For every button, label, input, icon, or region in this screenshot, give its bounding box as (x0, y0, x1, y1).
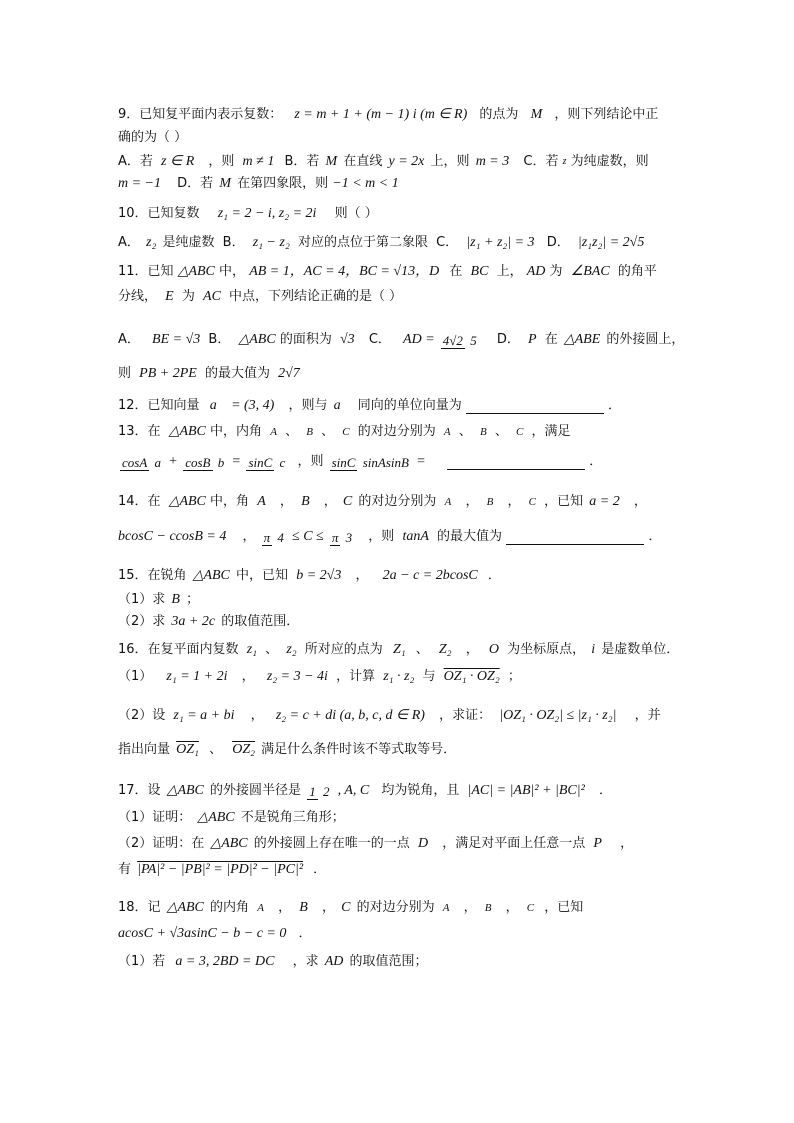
q14-B: B (301, 494, 310, 509)
q15-end: ． (487, 568, 501, 583)
q14-c: C (528, 496, 536, 508)
q15-mid: 中，已知 (236, 568, 289, 583)
q16-p1z2: z₂ = 3 − 4i (266, 669, 328, 684)
q12-end: ． (607, 398, 621, 413)
q13-text: 的对边分别为 (357, 424, 436, 439)
q14-sep6: ， (242, 529, 256, 544)
q15-p2expr: 3a + 2c (171, 614, 216, 629)
q13-f2n: cosB (185, 454, 211, 470)
q13-frac3 (246, 455, 287, 470)
q16-part2-line2 (118, 740, 456, 761)
q17-p2l2: 有 (118, 862, 132, 877)
q16-Z2: Z₂ (438, 642, 452, 657)
q14-aeq: a = 2 (589, 494, 620, 509)
q16-p1end: ； (507, 669, 521, 684)
q14-pi1d: 4 (277, 529, 284, 545)
q9-optD-M: M (219, 176, 231, 191)
q17-p2end: ． (313, 862, 327, 877)
q16-z2: z₂ (286, 642, 297, 657)
q9-optB-then: 上，则 (430, 154, 470, 169)
q17-p2comma: ， (620, 836, 634, 851)
q16-prefix: 16．在复平面内复数 (118, 642, 239, 657)
q9-optD-text: 在第四象限，则 (237, 176, 329, 191)
q11-optB-label: B． (208, 332, 231, 347)
q16-sep4: ， (241, 669, 255, 684)
q10-optC-expr: |z₁ + z₂| = 3 (466, 235, 535, 250)
q13-end: ． (589, 454, 603, 469)
q9-optB-label: B．若 (284, 154, 320, 169)
q14-answer-blank[interactable] (506, 530, 644, 545)
q17-p2text2: ，满足对平面上任意一点 (442, 836, 586, 851)
q11-E: E (165, 289, 174, 304)
q18-a: A (442, 902, 450, 914)
q11-prefix: 11．已知 (118, 264, 174, 279)
q9-optB-res: m = 3 (475, 154, 510, 169)
q17-p2tri: △ABC (210, 836, 248, 851)
q18-tri: △ABC (166, 900, 204, 915)
q9-line2 (118, 128, 187, 149)
q17-half-n: 1 (309, 783, 316, 799)
q17-end: ． (598, 783, 612, 798)
q11-optC-frac (441, 333, 479, 348)
q18-known: ，已知 (544, 900, 584, 915)
q9-tail: ，则下列结论中正 (554, 107, 659, 122)
q13-line2 (118, 446, 602, 479)
q17-half-d: 2 (322, 783, 330, 799)
q9-optC-z: z (562, 156, 567, 167)
q15-part1 (118, 590, 199, 611)
q16-p2prove: ，求证： (439, 708, 492, 723)
q18-C: C (341, 900, 351, 915)
q10-optD-label: D． (546, 235, 570, 250)
q11-optA-label: A． (118, 332, 140, 347)
q13-f1n: cosA (122, 454, 148, 470)
q16-p1with: 与 (422, 669, 436, 684)
q11-in: 在 (449, 264, 463, 279)
q9-optD-label: D．若 (177, 176, 214, 191)
q14-C: C (342, 494, 353, 509)
q9-optA-expr: z ∈ R (161, 154, 195, 169)
q10-prefix: 10．已知复数 (118, 206, 200, 221)
q11-optC-num: 4√2 (442, 332, 463, 348)
q14-text: 的对边分别为 (358, 494, 437, 509)
q16-p2: （2）设 (118, 708, 166, 723)
q12-answer-blank[interactable] (466, 399, 604, 414)
q13-f1d: a (154, 454, 162, 470)
q10-optB-label: B． (222, 235, 245, 250)
q14-prefix: 14．在 (118, 494, 161, 509)
q9-line2-text: 确的为（ ） (118, 130, 188, 145)
q11-optD-P: P (527, 332, 537, 347)
q11-AD: AD (526, 264, 546, 279)
q14-pi2d: 3 (345, 529, 353, 545)
q14-le: ≤ C ≤ (292, 529, 324, 544)
q10-optD-expr: |z₁z₂| = 2√5 (577, 235, 645, 250)
q18-p1text: ，求 (292, 954, 319, 969)
q16-p1prod: z₁ · z₂ (383, 669, 415, 684)
q9-options-cd (118, 174, 399, 195)
q12-line (118, 396, 621, 417)
q13-frac1 (120, 455, 163, 470)
q11-optD-tri: △ABE (563, 332, 601, 347)
q15-part2 (118, 612, 299, 633)
q17-t1: 的外接圆半径是 (210, 783, 302, 798)
q11-optB-res: √3 (340, 332, 355, 347)
q10-optA-expr: z₂ (146, 235, 157, 250)
q17-p1text: 不是锐角三角形； (240, 810, 345, 825)
q14-pi2 (330, 530, 354, 545)
q11-angle: ∠BAC (570, 264, 610, 279)
q11-optD-line2 (118, 364, 300, 385)
q16-p1calc: ，计算 (336, 669, 376, 684)
q9-expr: z = m + 1 + (m − 1) i (m ∈ R) (294, 107, 468, 122)
q13-line1 (118, 422, 570, 443)
q18-p1: （1）若 (118, 954, 166, 969)
q17-p2expr: |PA|² − |PB|² = |PD|² − |PC|² (137, 862, 304, 877)
q17-p2P: P (593, 836, 602, 851)
q13-comma: ，则 (297, 454, 324, 469)
q13-frac2 (183, 455, 226, 470)
q17-part2-line2 (118, 860, 326, 881)
q9-options-ab (118, 152, 649, 173)
q17-line1 (118, 774, 612, 809)
q18-sep4: ， (505, 900, 519, 915)
q18-line1 (118, 898, 583, 919)
q11-optD-in: 在 (544, 332, 558, 347)
q16-sep5: ， (250, 708, 264, 723)
q10-expr: z₁ = 2 − i, z₂ = 2i (217, 206, 317, 221)
q13-c: C (515, 426, 524, 438)
q9-optB-M: M (325, 154, 338, 169)
q10-options (118, 233, 644, 254)
q9-prefix: 9．已知复平面内表示复数： (118, 107, 283, 122)
q11-optA-expr: BE = √3 (152, 332, 201, 347)
q10-optC-label: C． (436, 235, 459, 250)
q9-optB-line: y = 2x (388, 154, 425, 169)
q18-t2: 的对边分别为 (356, 900, 435, 915)
q18-end: ． (298, 926, 312, 941)
q11-options (118, 330, 684, 351)
q15-p2end: 的取值范围． (221, 614, 300, 629)
q18-B: B (299, 900, 308, 915)
q9-optA-res: m ≠ 1 (242, 154, 275, 169)
q15-b: b = 2√3 (296, 568, 342, 583)
q18-expr: acosC + √3asinC − b − c = 0 (118, 926, 287, 941)
q9-optC-text: 为纯虚数，则 (570, 154, 649, 169)
q11-optB-tri: △ABC (238, 332, 276, 347)
q13-eq2: = (417, 454, 425, 469)
q9-optC-label: C．若 (523, 154, 559, 169)
q12-a: a⃗ (333, 398, 352, 413)
q14-pi2n: π (331, 529, 339, 545)
q17-half (307, 784, 331, 799)
q15-p2: （2）求 (118, 614, 166, 629)
q13-a: A (443, 426, 451, 438)
q15-p1end: ； (186, 592, 200, 607)
q17-cond: |AC| = |AB|² + |BC|² (467, 783, 585, 798)
q16-sep6: 、 (209, 742, 223, 757)
q11-mid: 中， (219, 264, 246, 279)
q16-line1 (118, 640, 679, 661)
q11-optC-lhs: AD = (403, 332, 435, 347)
q16-t1: 所对应的点为 (304, 642, 383, 657)
q14-known: ，已知 (544, 494, 584, 509)
q13-A: A (270, 426, 277, 438)
q12-suffix: 同向的单位向量为 (357, 398, 462, 413)
q17-t2: 均为锐角，且 (381, 783, 460, 798)
q13-frac4 (330, 455, 411, 470)
q16-sep2: 、 (415, 642, 429, 657)
q11-line2 (118, 287, 402, 308)
q13-plus: + (169, 454, 178, 469)
q14-line2 (118, 520, 661, 555)
q9-suffix: 的点为 (479, 107, 519, 122)
q11-line2a: 分线， (118, 289, 158, 304)
q14-a: A (444, 496, 452, 508)
q10-suffix: 则（ ） (334, 206, 378, 221)
q11-d2expr: PB + 2PE (139, 366, 197, 381)
q18-prefix: 18．记 (118, 900, 161, 915)
q18-p1AD: AD (324, 954, 344, 969)
q9-optA-label: A．若 (118, 154, 153, 169)
q10-optA-text: 是纯虚数 (162, 235, 215, 250)
q12-mid: ，则与 (288, 398, 328, 413)
q10-optA-label: A． (118, 235, 140, 250)
q14-line1 (118, 492, 647, 513)
q16-p2z2: z₂ = c + di (a, b, c, d ∈ R) (275, 708, 425, 723)
q11-BC: BC (470, 264, 489, 279)
q11-d2b: 的最大值为 (204, 366, 270, 381)
q16-p2l2v2: OZ₂ (232, 742, 255, 757)
q17-p2text: 的外接圆上存在唯一的一点 (253, 836, 410, 851)
q14-sep3: ， (465, 494, 479, 509)
q16-t2: 为坐标原点， (507, 642, 586, 657)
q13-f2d: b (217, 454, 225, 470)
q16-p2l2b: 满足什么条件时该不等式取等号． (261, 742, 457, 757)
q18-t1: 的内角 (210, 900, 250, 915)
q13-b: B (479, 426, 487, 438)
q11-optB-text: 的面积为 (279, 332, 332, 347)
q10-line1 (118, 204, 378, 225)
q14-tri: △ABC (168, 494, 206, 509)
q16-p2l2a: 指出向量 (118, 742, 171, 757)
q16-sep1: 、 (265, 642, 279, 657)
q13-f3n: sinC (248, 454, 273, 470)
q16-i: i (591, 642, 596, 657)
q18-p1end: 的取值范围； (349, 954, 428, 969)
q17-p1tri: △ABC (197, 810, 235, 825)
q11-AC: AC (203, 289, 221, 304)
q11-tri: △ABC (177, 264, 215, 279)
q16-p2l2v1: OZ₁ (176, 742, 199, 757)
q18-sep2: ， (321, 900, 335, 915)
q15-line1 (118, 566, 501, 587)
q13-f3d: c (279, 454, 286, 470)
q9-optC-res: m = −1 (118, 176, 162, 191)
q11-line2c: 中点，下列结论正确的是（ ） (229, 289, 403, 304)
q11-on: 上， (496, 264, 523, 279)
q11-d2res: 2√7 (278, 366, 300, 381)
q14-b: B (486, 496, 494, 508)
q11-given: AB = 1，AC = 4，BC = √13，D (249, 264, 440, 279)
q18-p1cond: a = 3, 2BD = DC (175, 954, 275, 969)
q11-d2a: 则 (118, 366, 132, 381)
q11-tail: 的角平 (617, 264, 657, 279)
q11-optC-label: C． (368, 332, 391, 347)
q18-b: B (484, 902, 492, 914)
q14-tan: tanA (402, 529, 429, 544)
q17-tri: △ABC (166, 783, 204, 798)
q9-optD-res: −1 < m < 1 (332, 176, 399, 191)
q13-C: C (342, 426, 350, 438)
q9-optA-then: ，则 (208, 154, 235, 169)
q14-then: ，则 (368, 529, 395, 544)
q16-p2tail: ，并 (634, 708, 661, 723)
q12-expr: a⃗ = (3, 4) (209, 398, 275, 413)
q11-optC-den: 5 (470, 332, 477, 348)
q18-A: A (257, 902, 264, 914)
q17-ac: , A, C (337, 783, 370, 798)
q13-answer-blank[interactable] (447, 455, 585, 470)
q16-part2 (118, 706, 661, 727)
q16-z1: z₁ (246, 642, 258, 657)
q14-A: A (257, 494, 266, 509)
q16-Z1: Z₁ (392, 642, 406, 657)
q17-p2D: D (417, 836, 429, 851)
q16-O: O (488, 642, 499, 657)
q11-is: 为 (549, 264, 563, 279)
q10-optB-expr: z₁ − z₂ (252, 235, 290, 250)
q15-prefix: 15．在锐角 (118, 568, 187, 583)
q14-sep5: ， (633, 494, 647, 509)
q13-f4n: sinC (331, 454, 356, 470)
q18-sep3: ， (463, 900, 477, 915)
q16-p1dot: OZ₁ · OZ₂ (443, 669, 500, 684)
q13-tail: ，满足 (531, 424, 571, 439)
q17-prefix: 17．设 (118, 783, 161, 798)
q16-p1z1: z₁ = 1 + 2i (166, 669, 228, 684)
q18-part1 (118, 952, 428, 973)
q14-mid: 中，角 (210, 494, 250, 509)
q13-sep2: 、 (321, 424, 335, 439)
q13-eq: = (232, 454, 241, 469)
q14-sep4: ， (507, 494, 521, 509)
q14-line2expr: bcosC − ccosB = 4 (118, 529, 227, 544)
q14-pi1n: π (263, 529, 271, 545)
q16-p2z1: z₁ = a + bi (173, 708, 235, 723)
q16-sep3: ， (465, 642, 479, 657)
q14-suffix: 的最大值为 (437, 529, 503, 544)
q18-c: C (526, 902, 535, 914)
q15-expr: 2a − c = 2bcosC (382, 568, 478, 583)
q14-end: ． (648, 529, 662, 544)
q16-t3: 是虚数单位． (601, 642, 680, 657)
q13-prefix: 13．在 (118, 424, 161, 439)
q13-mid: 中，内角 (210, 424, 263, 439)
q16-part1 (118, 667, 521, 688)
q14-sep2: ， (323, 494, 337, 509)
q16-p1: （1） (118, 669, 153, 684)
q13-sep1: 、 (285, 424, 299, 439)
q13-f4d: sinAsinB (362, 454, 409, 470)
q17-part2 (118, 834, 633, 855)
q16-p2ineq: |OZ₁ · OZ₂| ≤ |z₁ · z₂| (499, 708, 617, 723)
q14-pi1 (262, 530, 286, 545)
q13-tri: △ABC (168, 424, 206, 439)
q11-line1 (118, 262, 657, 283)
q18-sep1: ， (278, 900, 292, 915)
q11-optD-text: 的外接圆上， (606, 332, 685, 347)
q15-p1B: B (171, 592, 180, 607)
q13-sep4: 、 (494, 424, 508, 439)
q15-tri: △ABC (192, 568, 230, 583)
q13-sep3: 、 (458, 424, 472, 439)
q10-optB-text: 对应的点位于第二象限 (297, 235, 428, 250)
q13-B: B (306, 426, 313, 438)
q9-M: M (530, 107, 543, 122)
q15-sep: ， (355, 568, 369, 583)
q17-p1: （1）证明： (118, 810, 192, 825)
q11-line2b: 为 (181, 289, 195, 304)
q15-p1: （1）求 (118, 592, 166, 607)
q17-part1 (118, 808, 345, 829)
q11-optD-label: D． (496, 332, 520, 347)
q14-sep1: ， (279, 494, 293, 509)
q18-line2 (118, 924, 312, 945)
q17-p2: （2）证明：在 (118, 836, 205, 851)
q12-prefix: 12．已知向量 (118, 398, 200, 413)
q9-optB-text: 在直线 (343, 154, 383, 169)
q9-line1 (118, 105, 658, 126)
